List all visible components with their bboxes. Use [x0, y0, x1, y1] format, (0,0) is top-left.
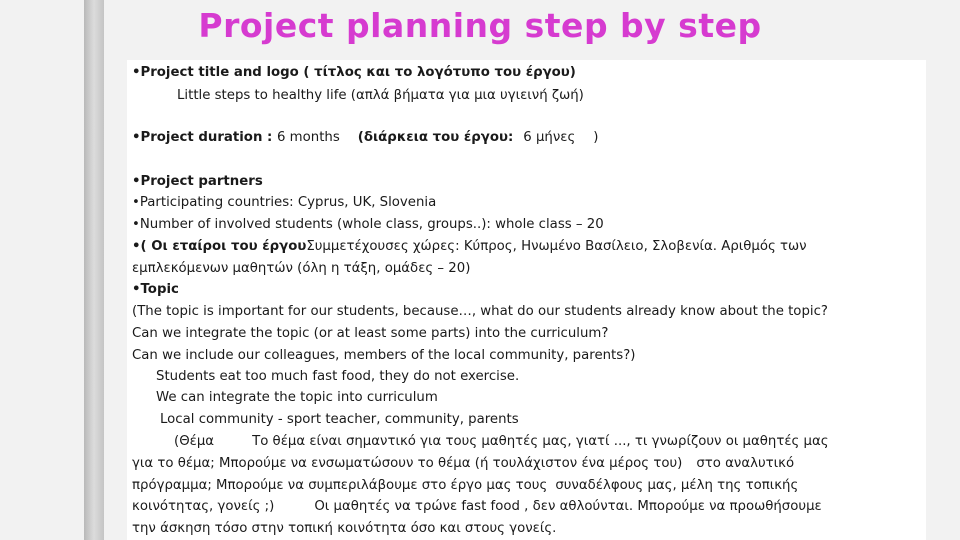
project-title-value: Little steps to healthy life (απλά βήματα για μια υγιεινή ζωή): [177, 88, 584, 103]
topic-answer-3: Local community - sport teacher, community, parents: [160, 412, 519, 427]
participating-countries: •Participating countries: Cyprus, UK, Slovenia: [132, 195, 437, 210]
greek-topic-1b: Το θέμα είναι σημαντικό για τους μαθητές μας, γιατί ..., τι γνωρίζουν οι μαθητές μας: [252, 434, 829, 449]
greek-topic-2b: στο αναλυτικό: [696, 456, 795, 471]
greek-partners-line-2: εμπλεκόμενων μαθητών (όλη η τάξη, ομάδες – 20): [132, 261, 471, 276]
greek-partners-rest: Συμμετέχουσες χώρες: Κύπρος, Ηνωμένο Βασίλειο, Σλοβενία. Αριθμός των: [306, 239, 807, 254]
topic-answer-1: Students eat too much fast food, they do not exercise.: [156, 369, 520, 384]
topic-heading: •Topic: [132, 282, 179, 297]
topic-question-3: Can we include our colleagues, members of the local community, parents?): [132, 348, 636, 363]
greek-topic-line-5: την άσκηση τόσο στην τοπική κοινότητα όσο και στους γονείς.: [132, 521, 557, 536]
greek-topic-3b: συναδέλφους μας, μέλη της τοπικής: [555, 478, 799, 493]
topic-question-1: (The topic is important for our students, because…, what do our students already know about the topic?: [132, 304, 828, 319]
duration-label: •Project duration :: [132, 130, 277, 145]
duration-greek-label: (διάρκεια του έργου:: [357, 130, 514, 145]
greek-topic-2a: για το θέμα; Μπορούμε να ενσωματώσουν το θέμα (ή τουλάχιστον ένα μέρος του): [132, 456, 683, 471]
greek-topic-line-4: [132, 498, 822, 516]
greek-topic-4a: κοινότητας, γονείς ;): [132, 499, 275, 514]
duration-greek-close: ): [593, 130, 599, 145]
greek-topic-line-2: [132, 455, 794, 473]
greek-topic-4b: Οι μαθητές να τρώνε fast food , δεν αθλούνται. Μπορούμε να προωθήσουμε: [314, 499, 822, 514]
slide-title: Project planning step by step: [198, 6, 762, 45]
greek-topic-3a: πρόγραμμα; Μπορούμε να συμπεριλάβουμε στο έργο μας τους: [132, 478, 548, 493]
greek-partners-line-1: [132, 238, 807, 256]
left-decorative-bar: [84, 0, 104, 540]
partners-heading: •Project partners: [132, 174, 263, 189]
topic-answer-2: We can integrate the topic into curriculum: [156, 390, 438, 405]
greek-topic-line-3: [132, 477, 798, 495]
content-box: [127, 60, 926, 540]
topic-question-2: Can we integrate the topic (or at least some parts) into the curriculum?: [132, 326, 609, 341]
duration-value: 6 months: [277, 130, 340, 145]
greek-topic-1a: (Θέμα: [174, 434, 215, 449]
project-title-label-text: •Project title and logo ( τίτλος και το λογότυπο του έργου): [132, 65, 576, 80]
project-duration: [132, 129, 598, 147]
greek-topic-line-1: [174, 433, 829, 451]
involved-students: •Number of involved students (whole class, groups..): whole class – 20: [132, 217, 604, 232]
duration-greek-value: 6 μήνες: [523, 130, 576, 145]
project-title-label: [132, 64, 576, 82]
greek-partners-bold: •( Οι εταίροι του έργου: [132, 239, 307, 254]
